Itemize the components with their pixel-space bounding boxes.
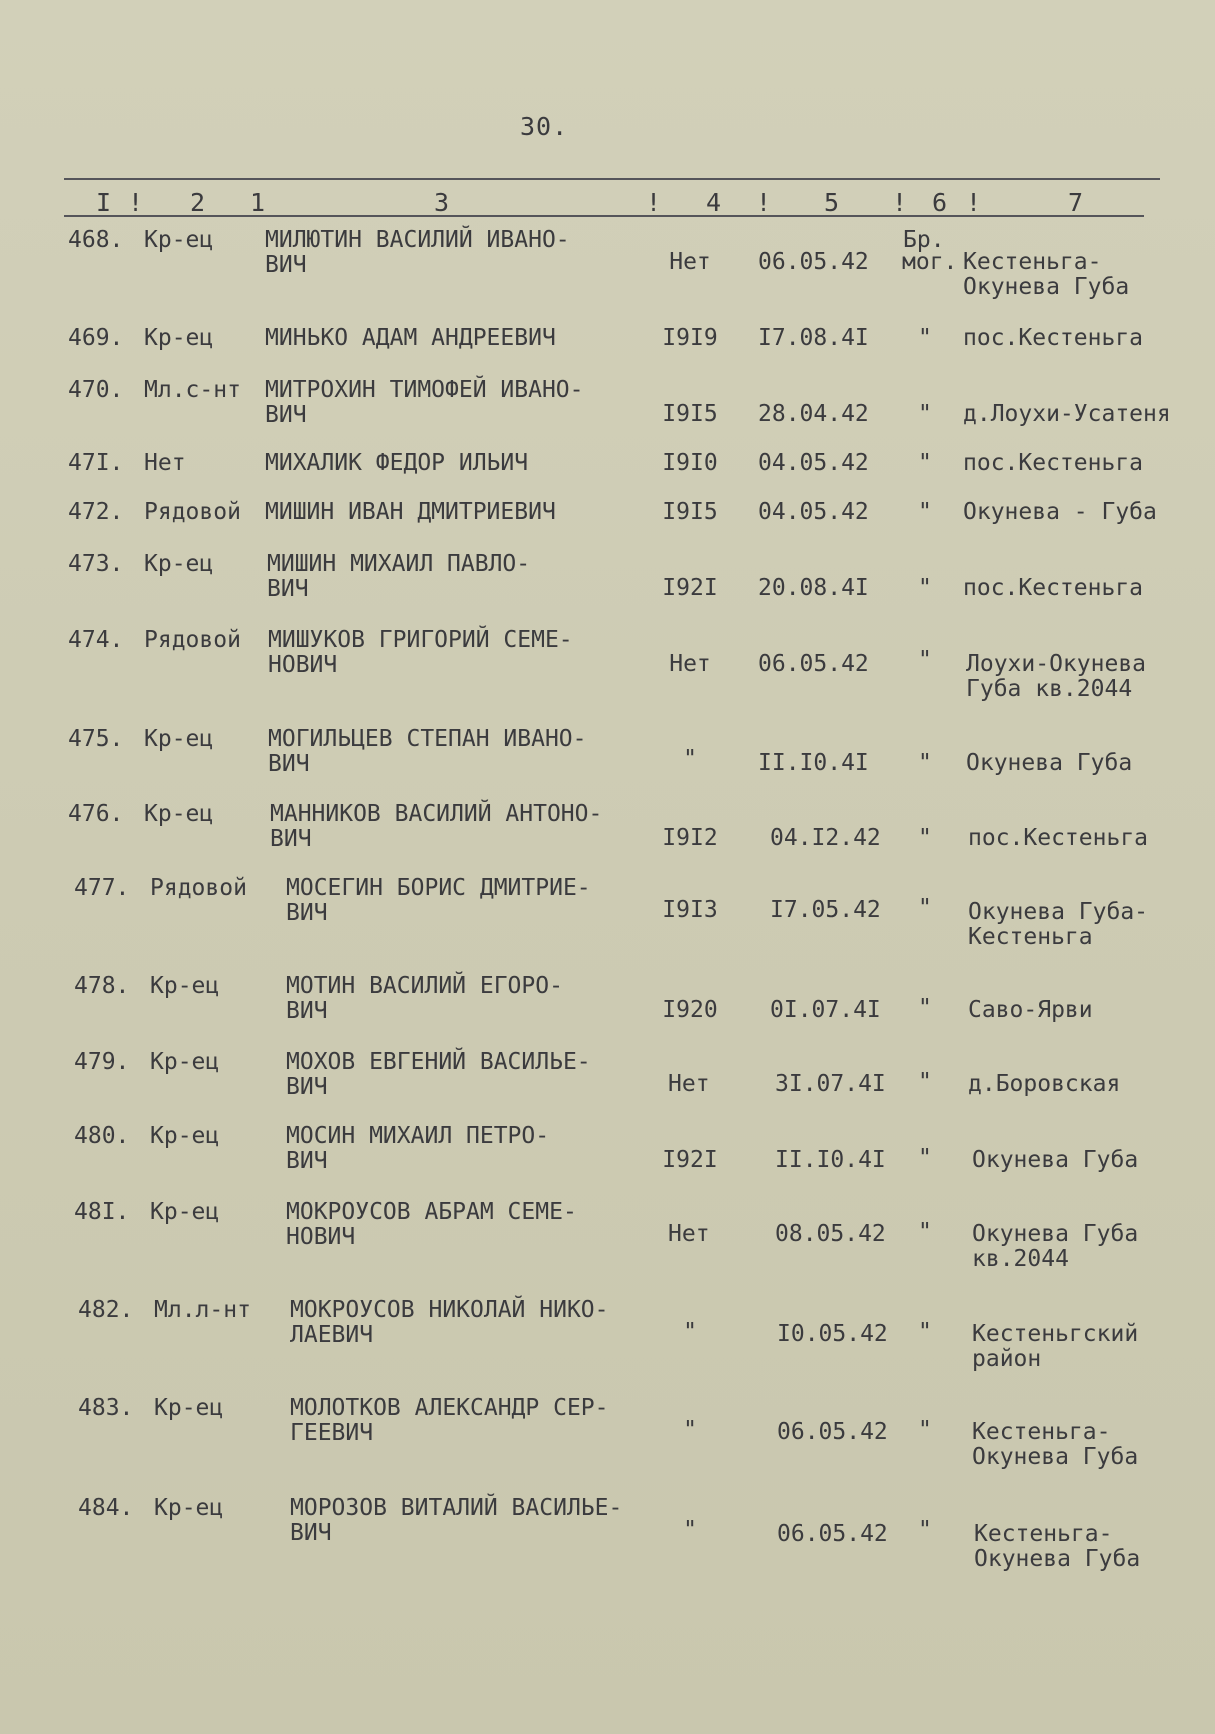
- death-date: I7.05.42: [770, 897, 881, 923]
- death-date: 06.05.42: [777, 1521, 888, 1547]
- death-date: I0.05.42: [777, 1321, 888, 1347]
- full-name: МИТРОХИН ТИМОФЕЙ ИВАНО- ВИЧ: [265, 377, 584, 428]
- rank: Кр-ец: [150, 973, 220, 999]
- full-name: МИЛЮТИН ВАСИЛИЙ ИВАНО- ВИЧ: [265, 227, 570, 278]
- burial-place: Окунева - Губа: [963, 499, 1157, 525]
- burial-place: Кестеньга- Окунева Губа: [972, 1419, 1139, 1470]
- full-name: МОСЕГИН БОРИС ДМИТРИЕ- ВИЧ: [286, 875, 591, 926]
- full-name: МОРОЗОВ ВИТАЛИЙ ВАСИЛЬЕ- ВИЧ: [290, 1495, 623, 1546]
- burial-place: Кестеньгский район: [972, 1321, 1139, 1372]
- birth-year: I9I5: [662, 401, 718, 427]
- burial-type: ": [918, 750, 932, 776]
- row-number: 480.: [74, 1123, 130, 1149]
- full-name: МОСИН МИХАИЛ ПЕТРО- ВИЧ: [286, 1123, 550, 1174]
- rank: Кр-ец: [144, 726, 214, 752]
- rank: Кр-ец: [154, 1395, 224, 1421]
- death-date: II.I0.4I: [758, 750, 869, 776]
- birth-year: Нет: [669, 651, 711, 677]
- row-number: 476.: [68, 801, 124, 827]
- burial-place: пос.Кестеньга: [963, 575, 1144, 601]
- burial-type: ": [918, 1145, 932, 1171]
- birth-year: I9I5: [662, 499, 718, 525]
- row-number: 468.: [68, 227, 124, 253]
- burial-type: ": [918, 825, 932, 851]
- burial-type: ": [918, 1069, 932, 1095]
- burial-type: ": [918, 1517, 932, 1543]
- death-date: 0I.07.4I: [770, 997, 881, 1023]
- death-date: 3I.07.4I: [775, 1071, 886, 1097]
- row-number: 479.: [74, 1049, 130, 1075]
- row-number: 473.: [68, 551, 124, 577]
- burial-place: Кестеньга- Окунева Губа: [963, 249, 1130, 300]
- death-date: 20.08.4I: [758, 575, 869, 601]
- rank: Кр-ец: [144, 551, 214, 577]
- burial-type: мог.: [902, 249, 958, 275]
- full-name: МОКРОУСОВ АБРАМ СЕМЕ- НОВИЧ: [286, 1199, 577, 1250]
- death-date: 04.05.42: [758, 450, 869, 476]
- rank: Кр-ец: [144, 227, 214, 253]
- row-number: 48I.: [74, 1199, 130, 1225]
- header-bottom-rule: [64, 215, 1144, 217]
- burial-place: Лоухи-Окунева Губа кв.2044: [966, 651, 1147, 702]
- col-7-header: 7: [1068, 188, 1084, 217]
- birth-year: Нет: [669, 249, 711, 275]
- full-name: МИШИН ИВАН ДМИТРИЕВИЧ: [265, 499, 556, 525]
- death-date: I7.08.4I: [758, 325, 869, 351]
- full-name: МОЛОТКОВ АЛЕКСАНДР СЕР- ГЕЕВИЧ: [290, 1395, 609, 1446]
- full-name: МИШУКОВ ГРИГОРИЙ СЕМЕ- НОВИЧ: [268, 627, 573, 678]
- full-name: МИНЬКО АДАМ АНДРЕЕВИЧ: [265, 325, 556, 351]
- col-sep: !: [756, 188, 772, 217]
- rank: Кр-ец: [154, 1495, 224, 1521]
- rank: Мл.л-нт: [154, 1297, 251, 1323]
- page-number: 30.: [520, 112, 569, 141]
- col-5-header: 5: [824, 188, 840, 217]
- birth-year: Нет: [668, 1221, 710, 1247]
- death-date: II.I0.4I: [775, 1147, 886, 1173]
- birth-year: I9I2: [662, 825, 718, 851]
- col-sep: !: [892, 188, 908, 217]
- burial-type-top: Бр.: [903, 227, 945, 253]
- row-number: 472.: [68, 499, 124, 525]
- birth-year: I9I9: [662, 325, 718, 351]
- col-sep: !: [128, 188, 144, 217]
- col-6-header: 6: [932, 188, 948, 217]
- burial-place: пос.Кестеньга: [963, 450, 1144, 476]
- full-name: МАННИКОВ ВАСИЛИЙ АНТОНО- ВИЧ: [270, 801, 603, 852]
- death-date: 06.05.42: [758, 651, 869, 677]
- row-number: 470.: [68, 377, 124, 403]
- rank: Кр-ец: [144, 801, 214, 827]
- row-number: 475.: [68, 726, 124, 752]
- birth-year: I920: [662, 997, 718, 1023]
- burial-place: д.Лоухи-Усатеня: [963, 401, 1171, 427]
- burial-type: ": [918, 1417, 932, 1443]
- col-2-header: 2: [190, 188, 206, 217]
- col-sep: !: [966, 188, 982, 217]
- burial-place: пос.Кестеньга: [968, 825, 1149, 851]
- rank: Кр-ец: [150, 1199, 220, 1225]
- col-4-header: 4: [706, 188, 722, 217]
- col-sep: 1: [250, 188, 266, 217]
- col-3-header: 3: [434, 188, 450, 217]
- header-top-rule: [64, 178, 1160, 180]
- burial-type: ": [918, 1319, 932, 1345]
- full-name: МОТИН ВАСИЛИЙ ЕГОРО- ВИЧ: [286, 973, 563, 1024]
- birth-year: I9I0: [662, 450, 718, 476]
- row-number: 477.: [74, 875, 130, 901]
- birth-year: ": [683, 746, 697, 772]
- burial-place: Кестеньга- Окунева Губа: [974, 1521, 1141, 1572]
- birth-year: I92I: [662, 575, 718, 601]
- full-name: МИШИН МИХАИЛ ПАВЛО- ВИЧ: [267, 551, 531, 602]
- birth-year: I92I: [662, 1147, 718, 1173]
- burial-type: ": [918, 1219, 932, 1245]
- death-date: 28.04.42: [758, 401, 869, 427]
- birth-year: I9I3: [662, 897, 718, 923]
- row-number: 474.: [68, 627, 124, 653]
- burial-place: д.Боровская: [968, 1071, 1121, 1097]
- rank: Мл.с-нт: [144, 377, 241, 403]
- row-number: 47I.: [68, 450, 124, 476]
- row-number: 469.: [68, 325, 124, 351]
- rank: Рядовой: [150, 875, 247, 901]
- row-number: 483.: [78, 1395, 134, 1421]
- rank: Кр-ец: [144, 325, 214, 351]
- burial-type: ": [918, 647, 932, 673]
- burial-place: Окунева Губа кв.2044: [972, 1221, 1139, 1272]
- full-name: МОХОВ ЕВГЕНИЙ ВАСИЛЬЕ- ВИЧ: [286, 1049, 591, 1100]
- birth-year: Нет: [668, 1071, 710, 1097]
- rank: Рядовой: [144, 627, 241, 653]
- burial-type: ": [918, 325, 932, 351]
- full-name: МОКРОУСОВ НИКОЛАЙ НИКО- ЛАЕВИЧ: [290, 1297, 609, 1348]
- row-number: 478.: [74, 973, 130, 999]
- burial-type: ": [918, 450, 932, 476]
- burial-type: ": [918, 575, 932, 601]
- death-date: 08.05.42: [775, 1221, 886, 1247]
- row-number: 484.: [78, 1495, 134, 1521]
- rank: Рядовой: [144, 499, 241, 525]
- col-sep: !: [646, 188, 662, 217]
- death-date: 04.05.42: [758, 499, 869, 525]
- burial-type: ": [918, 401, 932, 427]
- burial-type: ": [918, 499, 932, 525]
- burial-place: Окунева Губа: [972, 1147, 1139, 1173]
- col-1-header: I: [96, 188, 112, 217]
- rank: Кр-ец: [150, 1049, 220, 1075]
- rank: Кр-ец: [150, 1123, 220, 1149]
- burial-place: пос.Кестеньга: [963, 325, 1144, 351]
- rank: Нет: [144, 450, 186, 476]
- death-date: 06.05.42: [777, 1419, 888, 1445]
- birth-year: ": [683, 1417, 697, 1443]
- burial-place: Саво-Ярви: [968, 997, 1093, 1023]
- full-name: МОГИЛЬЦЕВ СТЕПАН ИВАНО- ВИЧ: [268, 726, 587, 777]
- burial-type: ": [918, 995, 932, 1021]
- full-name: МИХАЛИК ФЕДОР ИЛЬИЧ: [265, 450, 529, 476]
- birth-year: ": [683, 1517, 697, 1543]
- burial-place: Окунева Губа- Кестеньга: [968, 899, 1149, 950]
- row-number: 482.: [78, 1297, 134, 1323]
- burial-type: ": [918, 895, 932, 921]
- death-date: 04.I2.42: [770, 825, 881, 851]
- burial-place: Окунева Губа: [966, 750, 1133, 776]
- birth-year: ": [683, 1319, 697, 1345]
- death-date: 06.05.42: [758, 249, 869, 275]
